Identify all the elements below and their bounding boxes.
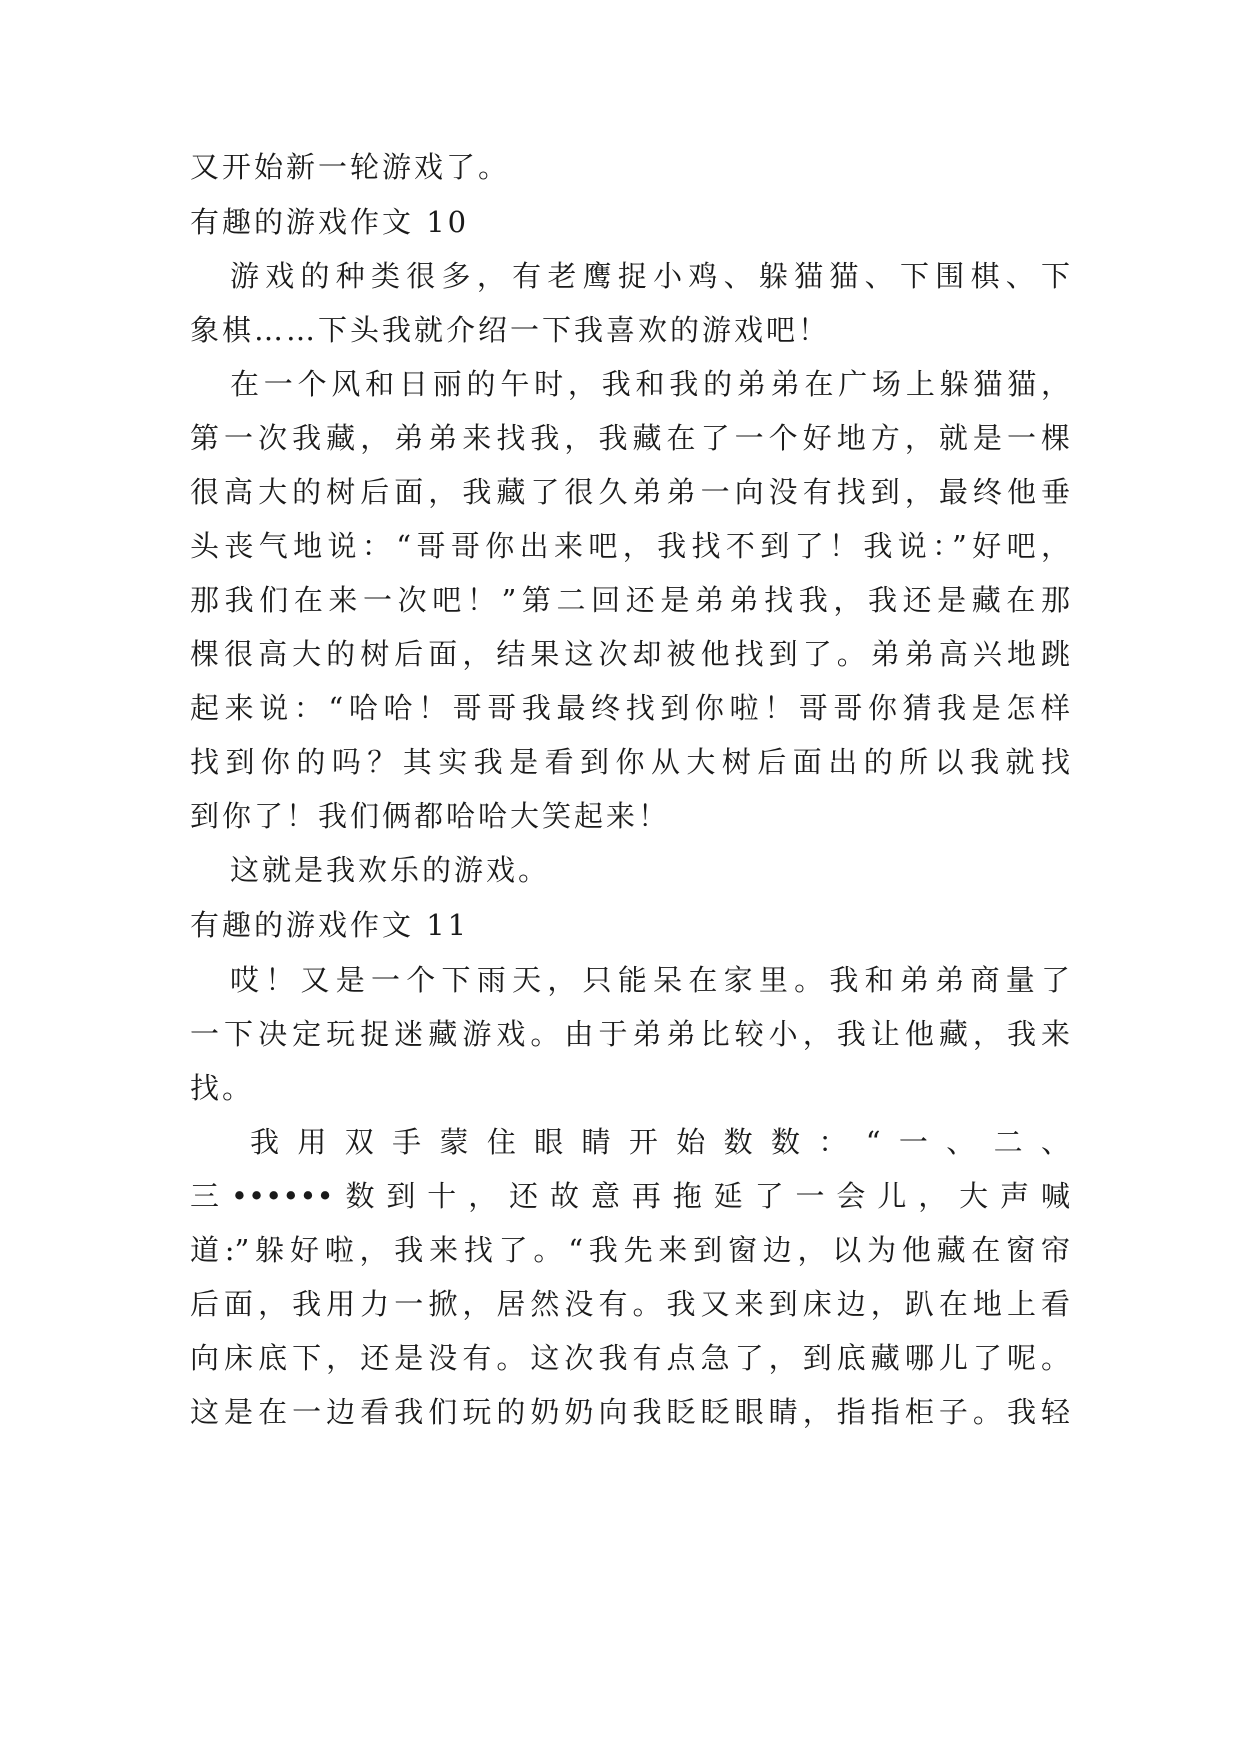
- text-line: 那我们在来一次吧！”第二回还是弟弟找我，我还是藏在那: [190, 583, 1070, 617]
- text-line: 这就是我欢乐的游戏。: [230, 853, 551, 887]
- text-line: 到你了！我们俩都哈哈大笑起来！: [190, 799, 671, 833]
- text-line: 一下决定玩捉迷藏游戏。由于弟弟比较小，我让他藏，我来: [190, 1017, 1070, 1051]
- text-line: 很高大的树后面，我藏了很久弟弟一向没有找到，最终他垂: [190, 475, 1070, 509]
- section-heading: 有趣的游戏作文 10: [190, 205, 470, 239]
- text-line: 找。: [190, 1071, 255, 1105]
- text-line: 哎！又是一个下雨天，只能呆在家里。我和弟弟商量了: [230, 963, 1070, 997]
- section-heading: 有趣的游戏作文 11: [190, 908, 470, 942]
- text-line: 三••••••数到十，还故意再拖延了一会儿，大声喊: [190, 1179, 1070, 1213]
- text-line: 棵很高大的树后面，结果这次却被他找到了。弟弟高兴地跳: [190, 637, 1070, 671]
- text-line: 头丧气地说：“哥哥你出来吧，我找不到了！我说：”好吧，: [190, 529, 1070, 563]
- text-line: 这是在一边看我们玩的奶奶向我眨眨眼睛，指指柜子。我轻: [190, 1395, 1070, 1429]
- text-line: 起来说：“哈哈！哥哥我最终找到你啦！哥哥你猜我是怎样: [190, 691, 1070, 725]
- text-line: 象棋……下头我就介绍一下我喜欢的游戏吧！: [190, 313, 831, 347]
- text-line: 向床底下，还是没有。这次我有点急了，到底藏哪儿了呢。: [190, 1341, 1070, 1375]
- text-line: 我用双手蒙住眼睛开始数数：“一、二、: [250, 1125, 1070, 1159]
- text-line: 又开始新一轮游戏了。: [190, 150, 511, 184]
- text-line: 后面，我用力一掀，居然没有。我又来到床边，趴在地上看: [190, 1287, 1070, 1321]
- text-line: 道:”躲好啦，我来找了。“我先来到窗边，以为他藏在窗帘: [190, 1233, 1070, 1267]
- text-line: 在一个风和日丽的午时，我和我的弟弟在广场上躲猫猫，: [230, 367, 1070, 401]
- text-line: 找到你的吗？其实我是看到你从大树后面出的所以我就找: [190, 745, 1070, 779]
- text-line: 第一次我藏，弟弟来找我，我藏在了一个好地方，就是一棵: [190, 421, 1070, 455]
- text-line: 游戏的种类很多，有老鹰捉小鸡、躲猫猫、下围棋、下: [230, 259, 1070, 293]
